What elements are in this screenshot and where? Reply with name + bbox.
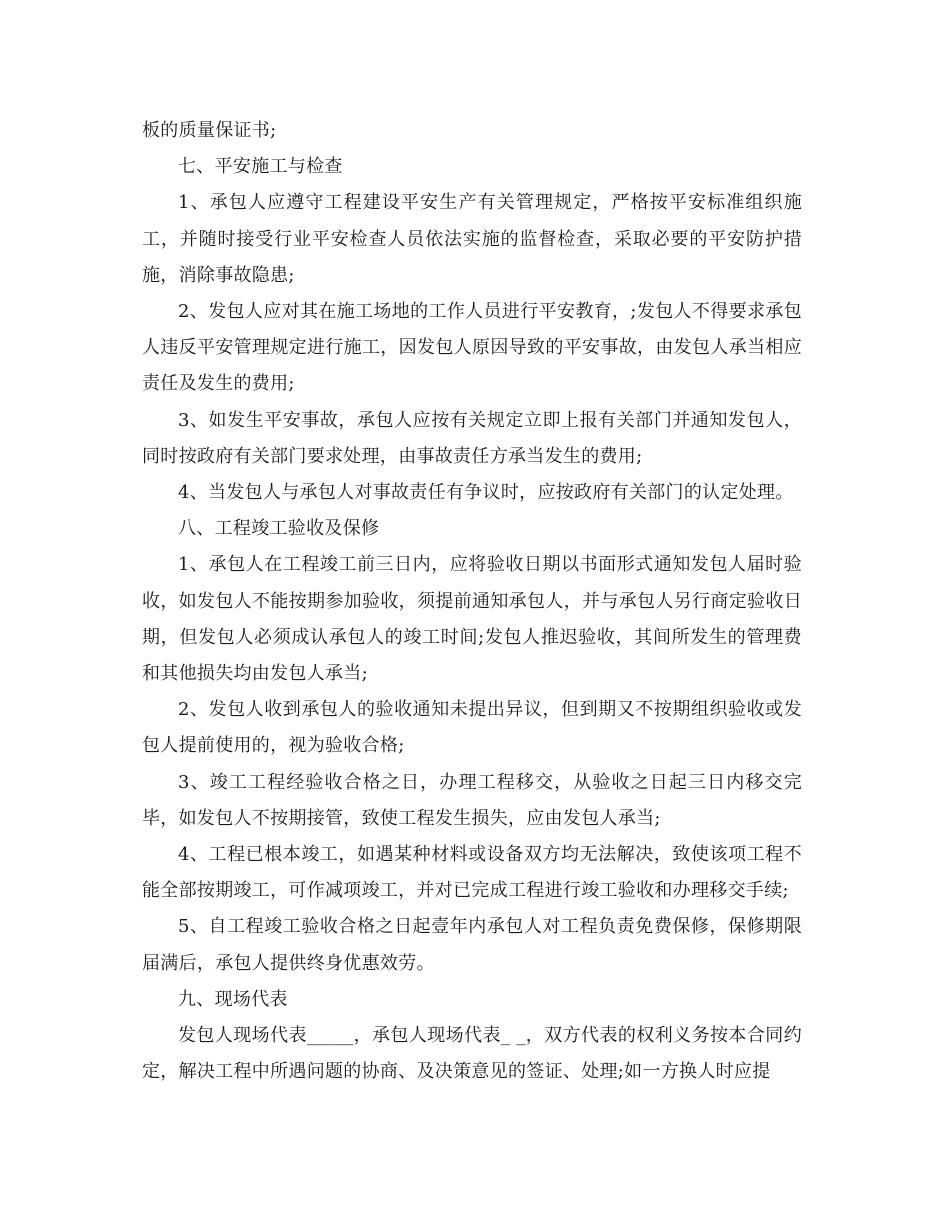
section-heading-9: 九、现场代表 xyxy=(178,988,288,1010)
paragraph: 2、发包人收到承包人的验收通知未提出异议，但到期又不按期组织验收或发包人提前使用的，视为验收合格; xyxy=(142,699,802,757)
paragraph: 4、工程已根本竣工，如遇某种材料或设备双方均无法解决，致使该项工程不能全部按期竣工，可作减项竣工，并对已完成工程进行竣工验收和办理移交手续; xyxy=(142,844,802,902)
document-body xyxy=(142,113,802,1090)
paragraph: 1、承包人应遵守工程建设平安生产有关管理规定，严格按平安标准组织施工，并随时接受行业平安检查人员依法实施的监督检查，采取必要的平安防护措施，消除事故隐患; xyxy=(142,192,802,286)
paragraph: 2、发包人应对其在施工场地的工作人员进行平安教育，;发包人不得要求承包人违反平安管理规定进行施工，因发包人原因导致的平安事故，由发包人承当相应责任及发生的费用; xyxy=(142,301,802,395)
paragraph: 板的质量保证书; xyxy=(142,120,277,141)
paragraph: 3、如发生平安事故，承包人应按有关规定立即上报有关部门并通知发包人，同时按政府有关部门要求处理，由事故责任方承当发生的费用; xyxy=(142,409,802,467)
paragraph: 3、竣工工程经验收合格之日，办理工程移交，从验收之日起三日内移交完毕，如发包人不按期接管，致使工程发生损失，应由发包人承当; xyxy=(142,771,802,829)
paragraph: 5、自工程竣工验收合格之日起壹年内承包人对工程负责免费保修，保修期限届满后，承包人提供终身优惠效劳。 xyxy=(142,916,802,974)
paragraph: 4、当发包人与承包人对事故责任有争议时，应按政府有关部门的认定处理。 xyxy=(178,482,794,504)
paragraph: 1、承包人在工程竣工前三日内，应将验收日期以书面形式通知发包人届时验收，如发包人不能按期参加验收，须提前通知承包人，并与承包人另行商定验收日期，但发包人必须成认承包人的竣工时间;发包人推迟验收，其间所发生的管理费和其他损失均由发包人承当; xyxy=(142,554,802,685)
paragraph: 发包人现场代表_____，承包人现场代表_ _，双方代表的权利义务按本合同约定，解决工程中所遇问题的协商、及决策意见的签证、处理;如一方换人时应提 xyxy=(142,1025,802,1083)
section-heading-8: 八、工程竣工验收及保修 xyxy=(178,518,380,540)
section-heading-7: 七、平安施工与检查 xyxy=(178,156,343,178)
